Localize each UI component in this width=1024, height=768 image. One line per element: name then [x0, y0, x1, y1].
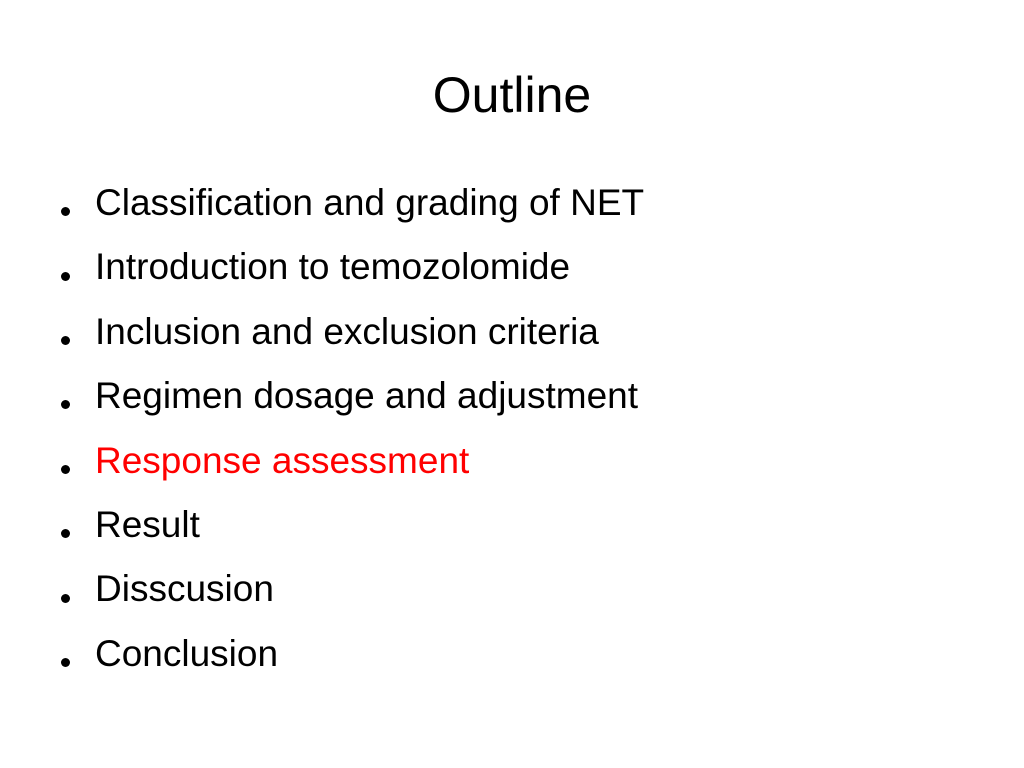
outline-item-label: Classification and grading of NET [95, 182, 645, 223]
outline-item-label-highlighted: Response assessment [95, 439, 470, 481]
bullet-icon [61, 336, 70, 345]
outline-item-label: Conclusion [95, 632, 279, 674]
bullet-icon [61, 400, 70, 409]
outline-item-label: Result [95, 503, 200, 545]
slide-title: Outline [432, 67, 592, 123]
bullet-icon [61, 465, 70, 474]
bullet-icon [61, 207, 70, 216]
outline-item-label: Disscusion [95, 568, 274, 610]
bullet-icon [61, 272, 70, 281]
outline-item-label: Introduction to temozolomide [95, 246, 571, 288]
outline-item-label: Inclusion and exclusion criteria [95, 310, 599, 352]
bullet-icon [61, 658, 70, 667]
outline-item-label: Regimen dosage and adjustment [95, 375, 639, 417]
bullet-icon [61, 529, 70, 538]
bullet-icon [61, 594, 70, 603]
